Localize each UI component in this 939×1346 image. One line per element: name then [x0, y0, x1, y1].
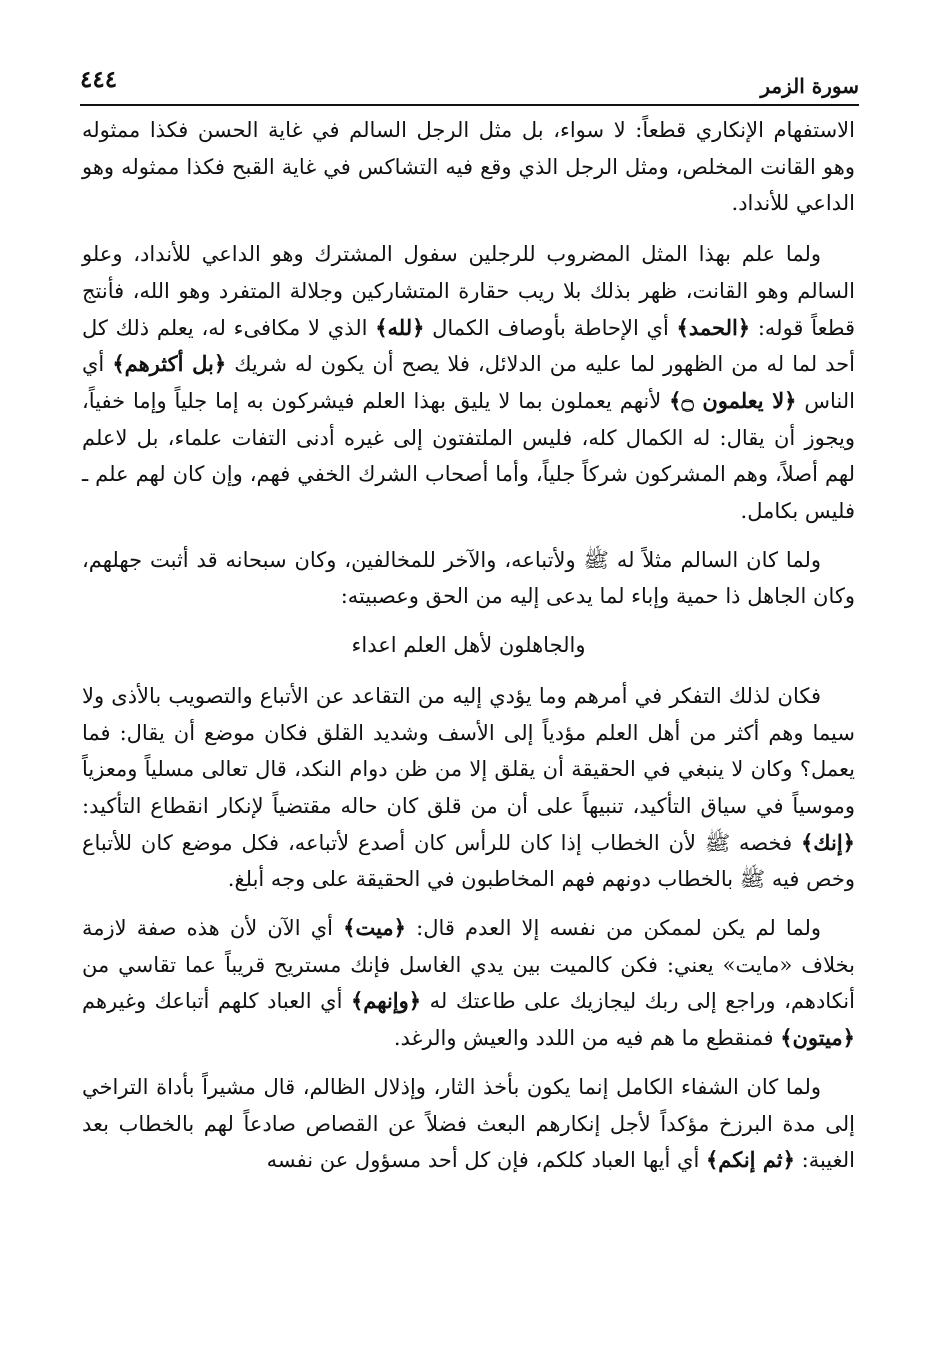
page-body — [82, 112, 855, 1191]
text-segment: لأنهم يعملون بما لا يليق بهذا العلم فيشركون به إما جلياً وإما خفياً، ويجوز أن يقال: له الكمال كله، فليس الملتفتون إلى غيره أدنى التفات علماء، بل لاعلم لهم أصلاً، وهم المشركون شركاً جلياً، وأما أصحاب الشرك الخفي فهم، وإن كان لهم علم ـ فليس بكامل. — [82, 388, 855, 524]
quran-quote: ﴿بل أكثرهم﴾ — [112, 351, 227, 377]
quran-quote: ﴿وإنهم﴾ — [350, 988, 422, 1014]
text-segment: الذي لا مكافىء له، يعلم ذلك كل أحد لما له من الظهور لما عليه من الدلائل، فلا يصح أن يكون له شريك — [82, 315, 855, 377]
quran-quote: ﴿ميت﴾ — [343, 915, 406, 941]
paragraph — [82, 542, 855, 615]
paragraph — [82, 1069, 855, 1179]
text-segment: ولما كان السالم مثلاً له ﷺ ولأتباعه، والآخر للمخالفين، وكان سبحانه قد أثبت جهلهم، وكان الجاهل ذا حمية وإباء لما يدعى إليه من الحق وعصبيته: — [82, 547, 855, 609]
text-segment: ولما كان الشفاء الكامل إنما يكون بأخذ الثار، وإذلال الظالم، قال مشيراً بأداة التراخي إلى مدة البرزخ مؤكداً لأجل إنكارهم البعث فضلاً عن القصاص صادعاً لهم بالخطاب بعد الغيبة: — [82, 1074, 855, 1173]
paragraph — [82, 910, 855, 1057]
text-segment: ولما لم يكن لممكن من نفسه إلا العدم قال: — [405, 916, 821, 941]
text-segment: أي العباد كلهم أتباعك وغيرهم — [82, 989, 351, 1014]
text-segment: فكان لذلك التفكر في أمرهم وما يؤدي إليه من التقاعد عن الأتباع والتصويب بالأذى ولا سيما وهم أكثر من أهل العلم مؤدياً إلى الأسف وشديد القلق فكان موضع أن يقال: فما يعمل؟ وكان لا ينبغي في الحقيقة أن يقلق إلا من ظن دوام النكد، قال تعالى مسلياً ومعزياً وموسياً في سياق التأكيد، تنبيهاً على أن من قلق كان حاله مقتضياً لإنكار انقطاع التأكيد: — [82, 683, 855, 818]
quran-quote: ﴿ميتون﴾ — [780, 1025, 855, 1051]
text-segment: أي الناس — [82, 352, 855, 413]
surah-name: سورة الزمر — [760, 74, 859, 98]
text-segment: الاستفهام الإنكاري قطعاً: لا سواء، بل مثل الرجل السالم في غاية الحسن فكذا ممثوله وهو القانت المخلص، ومثل الرجل الذي وقع فيه التشاكس في غاية القبح فكذا ممثوله وهو الداعي للأنداد. — [82, 118, 855, 216]
paragraph — [82, 236, 855, 530]
text-segment: والجاهلون لأهل العلم اعداء — [351, 633, 586, 658]
text-segment: أي الإحاطة بأوصاف الكمال — [424, 315, 677, 340]
paragraph — [82, 112, 855, 222]
text-segment: فمنقطع ما هم فيه من اللدد والعيش والرغد. — [393, 1026, 781, 1051]
quran-quote: ﴿لا يعلمون ۝﴾ — [669, 387, 797, 413]
text-segment: فخصه ﷺ لأن الخطاب إذا كان للرأس كان أصدع لأتباعه، فكل موضع كان للأتباع وخص فيه ﷺ بالخطاب دونهم فهم المخاطبون في الحقيقة على وجه أبلغ. — [82, 830, 855, 892]
header-rule — [80, 104, 859, 106]
text-segment: أي أيها العباد كلكم، فإن كل أحد مسؤول عن نفسه — [266, 1148, 706, 1173]
paragraph — [82, 678, 855, 898]
quran-quote: ﴿إنك﴾ — [801, 829, 855, 855]
text-segment: أي الآن لأن هذه صفة لازمة بخلاف «مايت» يعني: فكن كالميت بين يدي الغاسل فإنك مستريح قريباً عما تقاسي من أنكادهم، وراجع إلى ربك ليجازيك على طاعتك له — [82, 916, 855, 1014]
verse-line — [82, 627, 855, 664]
quran-quote: ﴿لله﴾ — [375, 314, 425, 340]
quran-quote: ﴿ثم إنكم﴾ — [705, 1147, 795, 1173]
quran-quote: ﴿الحمد﴾ — [676, 314, 751, 340]
text-segment: ولما علم بهذا المثل المضروب للرجلين سفول المشترك وهو الداعي للأنداد، وعلو السالم وهو القانت، ظهر بذلك بلا ريب حقارة المتشاركين وجلالة المتفرد وهو الله، فأنتج قطعاً قوله: — [82, 242, 855, 340]
page-number: ٤٤٤ — [80, 66, 118, 93]
page-header — [80, 58, 859, 98]
